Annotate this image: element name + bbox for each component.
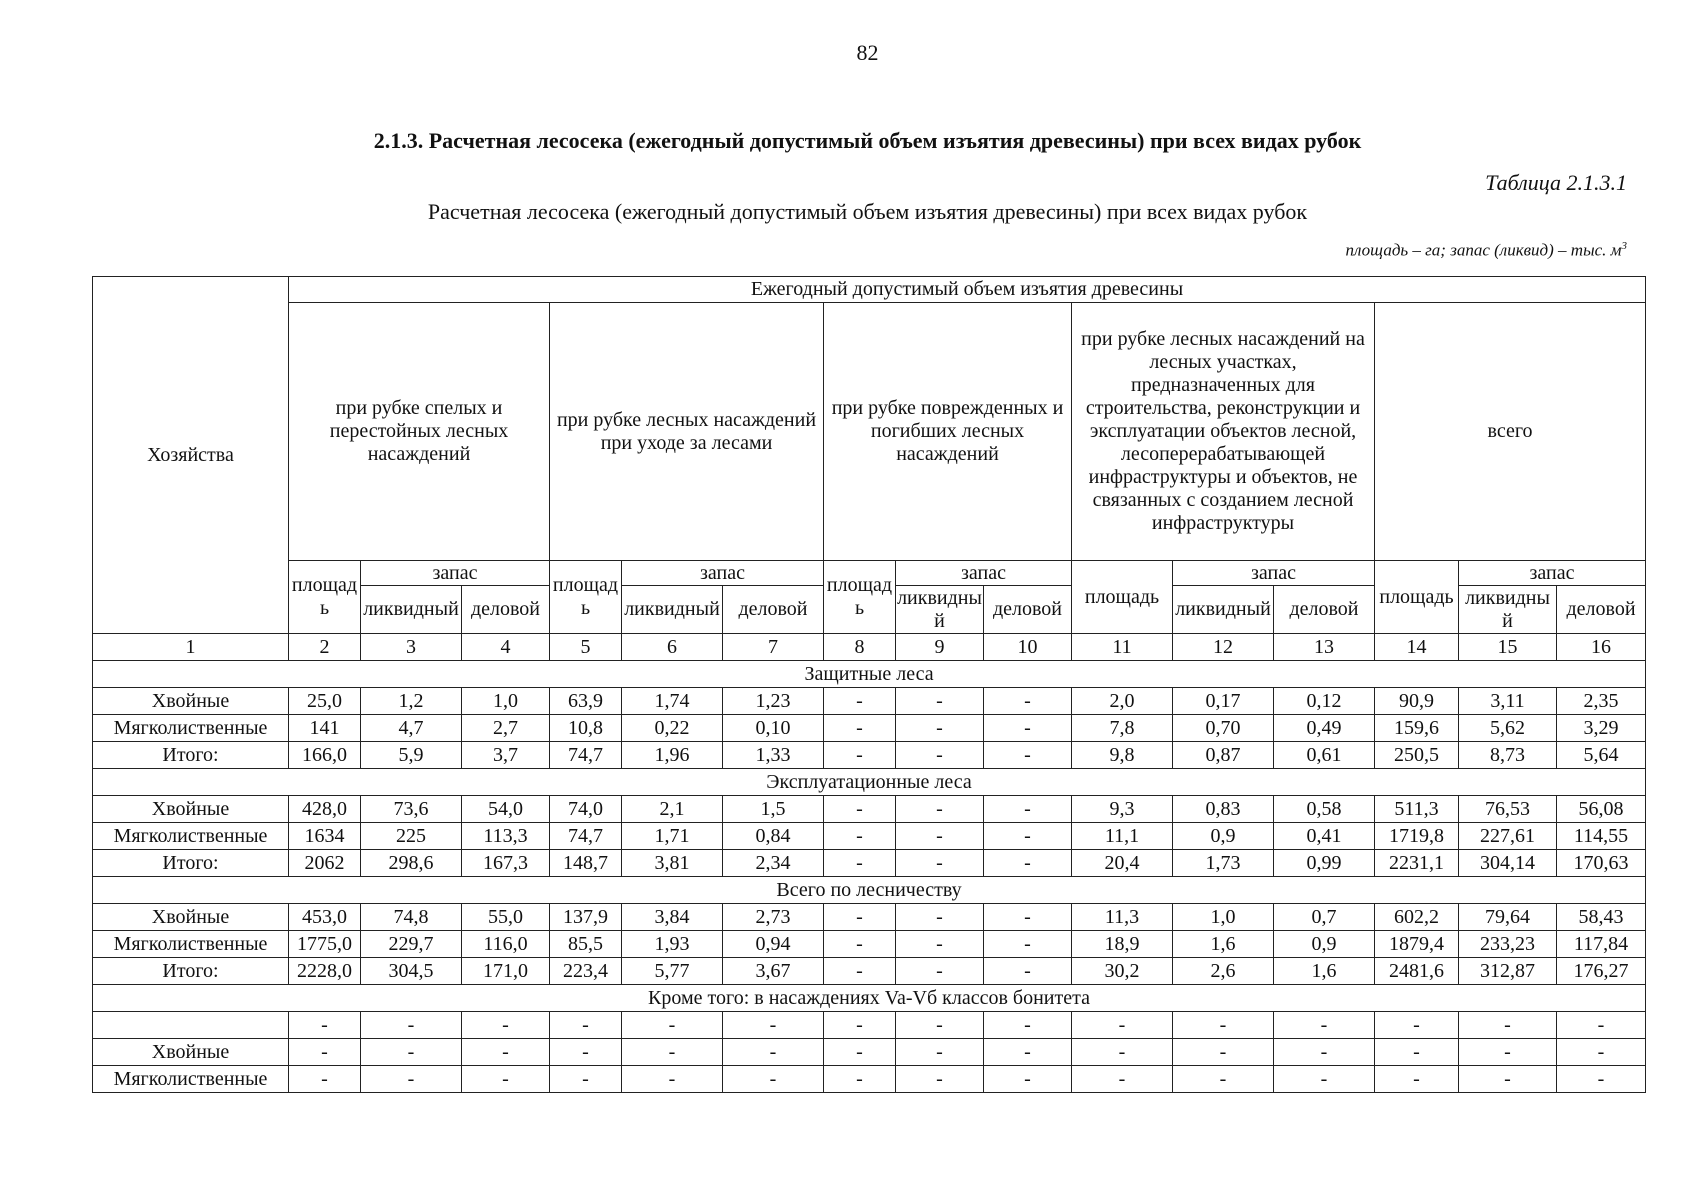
table-cell: 227,61 — [1459, 823, 1557, 850]
units-note: площадь – га; запас (ликвид) – тыс. $м^3$ — [1345, 240, 1627, 260]
table-cell: 312,87 — [1459, 958, 1557, 985]
table-cell: 8,73 — [1459, 742, 1557, 769]
section-title: Всего по лесничеству — [93, 877, 1646, 904]
table-cell: 2228,0 — [289, 958, 361, 985]
table-cell: - — [1375, 1039, 1459, 1066]
table-cell: 0,58 — [1274, 796, 1375, 823]
header-business: деловой — [1557, 586, 1646, 634]
table-cell: - — [824, 958, 896, 985]
table-cell: - — [1375, 1012, 1459, 1039]
table-cell: 1,2 — [361, 688, 462, 715]
header-area: площадь — [824, 561, 896, 634]
table-cell: 304,14 — [1459, 850, 1557, 877]
column-number: 2 — [289, 634, 361, 661]
table-cell: 0,83 — [1173, 796, 1274, 823]
table-cell: 225 — [361, 823, 462, 850]
table-cell: 2,0 — [1072, 688, 1173, 715]
table-row — [93, 688, 1646, 715]
table-cell: 79,64 — [1459, 904, 1557, 931]
header-stock: запас — [896, 561, 1072, 586]
table-cell: 1,0 — [462, 688, 550, 715]
table-cell: 1,0 — [1173, 904, 1274, 931]
header-area: площадь — [1072, 561, 1173, 634]
row-label: Хвойные — [93, 904, 289, 931]
table-cell: - — [361, 1066, 462, 1093]
table-cell: 3,81 — [622, 850, 723, 877]
column-number: 6 — [622, 634, 723, 661]
table-cell: 1,33 — [723, 742, 824, 769]
table-cell: - — [984, 796, 1072, 823]
table-cell: 2,35 — [1557, 688, 1646, 715]
table-cell: 0,41 — [1274, 823, 1375, 850]
table-row — [93, 958, 1646, 985]
table-cell: - — [896, 904, 984, 931]
table-cell: - — [361, 1039, 462, 1066]
table-cell: 0,84 — [723, 823, 824, 850]
header-business: деловой — [462, 586, 550, 634]
table-cell: - — [984, 1012, 1072, 1039]
table-cell: 0,70 — [1173, 715, 1274, 742]
column-number: 12 — [1173, 634, 1274, 661]
row-label: Мягколиственные — [93, 715, 289, 742]
table-row — [93, 742, 1646, 769]
table-cell: 1,71 — [622, 823, 723, 850]
table-cell: 0,49 — [1274, 715, 1375, 742]
table-cell: 1,6 — [1274, 958, 1375, 985]
header-business: деловой — [984, 586, 1072, 634]
table-cell: 0,22 — [622, 715, 723, 742]
table-row — [93, 850, 1646, 877]
row-label: Мягколиственные — [93, 931, 289, 958]
table-row — [93, 796, 1646, 823]
table-cell: 0,99 — [1274, 850, 1375, 877]
table-cell: - — [984, 688, 1072, 715]
row-label — [93, 1012, 289, 1039]
table-cell: - — [984, 715, 1072, 742]
header-area: площадь — [550, 561, 622, 634]
table-cell: 113,3 — [462, 823, 550, 850]
page-number: 82 — [856, 40, 879, 65]
table-cell: 304,5 — [361, 958, 462, 985]
table-cell: 10,8 — [550, 715, 622, 742]
header-stock: запас — [361, 561, 550, 586]
header-stock: запас — [1173, 561, 1375, 586]
row-label: Хвойные — [93, 796, 289, 823]
table-cell: 0,17 — [1173, 688, 1274, 715]
table-caption: Расчетная лесосека (ежегодный допустимый объем изъятия древесины) при всех видах рубок — [427, 199, 1308, 224]
column-number-row — [93, 634, 1646, 661]
header-annual-volume: Ежегодный допустимый объем изъятия древесины — [289, 277, 1646, 303]
table-cell: 3,11 — [1459, 688, 1557, 715]
header-liquid: ликвидный — [1173, 586, 1274, 634]
section-title: Кроме того: в насаждениях Va-Vб классов бонитета — [93, 985, 1646, 1012]
table-cell: - — [723, 1012, 824, 1039]
table-cell: - — [896, 931, 984, 958]
table-cell: - — [896, 688, 984, 715]
table-cell: - — [723, 1039, 824, 1066]
table-cell: 167,3 — [462, 850, 550, 877]
table-cell: - — [1173, 1066, 1274, 1093]
section-title: Эксплуатационные леса — [93, 769, 1646, 796]
section-title: Защитные леса — [93, 661, 1646, 688]
header-business: деловой — [1274, 586, 1375, 634]
table-cell: 171,0 — [462, 958, 550, 985]
table-cell: 54,0 — [462, 796, 550, 823]
table-cell: - — [1274, 1012, 1375, 1039]
table-cell: - — [1274, 1039, 1375, 1066]
table-cell: 141 — [289, 715, 361, 742]
table-cell: 1,73 — [1173, 850, 1274, 877]
table-cell: 5,62 — [1459, 715, 1557, 742]
table-cell: 5,77 — [622, 958, 723, 985]
table-cell: - — [550, 1066, 622, 1093]
table-cell: - — [723, 1066, 824, 1093]
table-cell: - — [1557, 1066, 1646, 1093]
row-label: Итого: — [93, 958, 289, 985]
table-cell: - — [622, 1066, 723, 1093]
table-cell: 74,8 — [361, 904, 462, 931]
table-row — [93, 715, 1646, 742]
table-cell: 73,6 — [361, 796, 462, 823]
table-cell: 3,84 — [622, 904, 723, 931]
table-row — [93, 1066, 1646, 1093]
table-cell: 2231,1 — [1375, 850, 1459, 877]
column-number: 11 — [1072, 634, 1173, 661]
column-number: 1 — [93, 634, 289, 661]
table-cell: 2,6 — [1173, 958, 1274, 985]
column-number: 8 — [824, 634, 896, 661]
table-cell: 116,0 — [462, 931, 550, 958]
table-cell: - — [824, 1039, 896, 1066]
table-cell: - — [1173, 1039, 1274, 1066]
table-cell: - — [896, 1039, 984, 1066]
table-cell: 1,96 — [622, 742, 723, 769]
table-cell: - — [824, 688, 896, 715]
table-cell: - — [289, 1012, 361, 1039]
table-cell: 1719,8 — [1375, 823, 1459, 850]
table-row — [93, 823, 1646, 850]
table-cell: - — [1459, 1039, 1557, 1066]
table-cell: 11,3 — [1072, 904, 1173, 931]
column-number: 9 — [896, 634, 984, 661]
column-number: 14 — [1375, 634, 1459, 661]
table-cell: 2,7 — [462, 715, 550, 742]
header-group-mature: при рубке спелых и перестойных лесных насаждений — [289, 303, 550, 561]
table-cell: 1,5 — [723, 796, 824, 823]
table-cell: 511,3 — [1375, 796, 1459, 823]
table-cell: 18,9 — [1072, 931, 1173, 958]
table-cell: 0,7 — [1274, 904, 1375, 931]
row-label: Итого: — [93, 742, 289, 769]
table-cell: 1,6 — [1173, 931, 1274, 958]
header-farms: Хозяйства — [93, 277, 289, 634]
table-cell: - — [1173, 1012, 1274, 1039]
column-number: 15 — [1459, 634, 1557, 661]
table-cell: 90,9 — [1375, 688, 1459, 715]
table-cell: - — [1274, 1066, 1375, 1093]
table-cell: 63,9 — [550, 688, 622, 715]
table-cell: 56,08 — [1557, 796, 1646, 823]
table-cell: - — [824, 823, 896, 850]
table-cell: - — [1459, 1066, 1557, 1093]
header-area: площадь — [1375, 561, 1459, 634]
table-cell: 1775,0 — [289, 931, 361, 958]
table-cell: 250,5 — [1375, 742, 1459, 769]
table-cell: - — [289, 1039, 361, 1066]
table-cell: - — [984, 1039, 1072, 1066]
table-cell: 428,0 — [289, 796, 361, 823]
table-cell: 0,10 — [723, 715, 824, 742]
table-cell: 0,12 — [1274, 688, 1375, 715]
table-cell: - — [622, 1039, 723, 1066]
table-cell: - — [550, 1039, 622, 1066]
header-stock: запас — [1459, 561, 1646, 586]
table-cell: 76,53 — [1459, 796, 1557, 823]
row-label: Хвойные — [93, 1039, 289, 1066]
table-row — [93, 931, 1646, 958]
table-label: Таблица 2.1.3.1 — [1485, 170, 1627, 195]
table-cell: 176,27 — [1557, 958, 1646, 985]
table-cell: 0,9 — [1274, 931, 1375, 958]
table-cell: - — [896, 796, 984, 823]
table-cell: 223,4 — [550, 958, 622, 985]
table-cell: - — [824, 904, 896, 931]
header-area: площадь — [289, 561, 361, 634]
table-cell: - — [361, 1012, 462, 1039]
table-cell: - — [824, 1066, 896, 1093]
table-cell: 9,8 — [1072, 742, 1173, 769]
table-cell: 30,2 — [1072, 958, 1173, 985]
table-cell: 229,7 — [361, 931, 462, 958]
table-cell: 2,73 — [723, 904, 824, 931]
table-cell: 25,0 — [289, 688, 361, 715]
section-heading: 2.1.3. Расчетная лесосека (ежегодный допустимый объем изъятия древесины) при всех видах рубок — [373, 128, 1362, 153]
table-cell: - — [1072, 1066, 1173, 1093]
column-number: 5 — [550, 634, 622, 661]
table-cell: 5,64 — [1557, 742, 1646, 769]
table-cell: - — [896, 1066, 984, 1093]
table-cell: 1,93 — [622, 931, 723, 958]
table-cell: 9,3 — [1072, 796, 1173, 823]
header-group-damaged: при рубке поврежденных и погибших лесных насаждений — [824, 303, 1072, 561]
row-label: Итого: — [93, 850, 289, 877]
table-cell: - — [824, 850, 896, 877]
table-cell: 2,1 — [622, 796, 723, 823]
table-cell: - — [1557, 1012, 1646, 1039]
table-cell: - — [984, 931, 1072, 958]
table-cell: 117,84 — [1557, 931, 1646, 958]
table-cell: 2,34 — [723, 850, 824, 877]
table-cell: 2062 — [289, 850, 361, 877]
table-cell: 0,87 — [1173, 742, 1274, 769]
table-cell: 166,0 — [289, 742, 361, 769]
table-cell: - — [984, 1066, 1072, 1093]
table-cell: 58,43 — [1557, 904, 1646, 931]
table-cell: 74,7 — [550, 742, 622, 769]
table-cell: 453,0 — [289, 904, 361, 931]
table-cell: 0,94 — [723, 931, 824, 958]
table-cell: 170,63 — [1557, 850, 1646, 877]
table-cell: 1,23 — [723, 688, 824, 715]
table-cell: - — [1459, 1012, 1557, 1039]
table-row — [93, 1012, 1646, 1039]
table-cell: 7,8 — [1072, 715, 1173, 742]
table-cell: - — [462, 1066, 550, 1093]
table-cell: - — [896, 823, 984, 850]
header-business: деловой — [723, 586, 824, 634]
table-cell: - — [824, 796, 896, 823]
table-cell: 137,9 — [550, 904, 622, 931]
table-cell: - — [462, 1012, 550, 1039]
column-number: 3 — [361, 634, 462, 661]
table-cell: - — [896, 958, 984, 985]
table-cell: - — [1072, 1039, 1173, 1066]
table-cell: 1,74 — [622, 688, 723, 715]
table-cell: 3,7 — [462, 742, 550, 769]
table-cell: - — [984, 742, 1072, 769]
row-label: Мягколиственные — [93, 823, 289, 850]
table-cell: - — [1072, 1012, 1173, 1039]
table-cell: 5,9 — [361, 742, 462, 769]
table-cell: - — [622, 1012, 723, 1039]
table-cell: - — [462, 1039, 550, 1066]
table-cell: 3,29 — [1557, 715, 1646, 742]
table-cell: 4,7 — [361, 715, 462, 742]
allowable-cut-table — [92, 276, 1646, 1093]
header-group-thinning: при рубке лесных насаждений при уходе за лесами — [550, 303, 824, 561]
table-row — [93, 1039, 1646, 1066]
table-cell: 602,2 — [1375, 904, 1459, 931]
table-cell: 2481,6 — [1375, 958, 1459, 985]
column-number: 4 — [462, 634, 550, 661]
table-cell: 233,23 — [1459, 931, 1557, 958]
table-cell: - — [289, 1066, 361, 1093]
table-cell: 1634 — [289, 823, 361, 850]
table-cell: - — [984, 958, 1072, 985]
table-cell: - — [824, 1012, 896, 1039]
table-cell: - — [550, 1012, 622, 1039]
table-cell: - — [896, 715, 984, 742]
table-cell: - — [984, 823, 1072, 850]
header-liquid: ликвидный — [622, 586, 723, 634]
table-cell: 11,1 — [1072, 823, 1173, 850]
table-cell: - — [984, 850, 1072, 877]
table-cell: - — [1375, 1066, 1459, 1093]
header-liquid: ликвидный — [361, 586, 462, 634]
table-cell: 20,4 — [1072, 850, 1173, 877]
table-cell: 298,6 — [361, 850, 462, 877]
table-cell: 1879,4 — [1375, 931, 1459, 958]
table-cell: 74,7 — [550, 823, 622, 850]
table-cell: - — [896, 1012, 984, 1039]
table-cell: 3,67 — [723, 958, 824, 985]
row-label: Хвойные — [93, 688, 289, 715]
table-cell: - — [824, 742, 896, 769]
column-number: 10 — [984, 634, 1072, 661]
column-number: 16 — [1557, 634, 1646, 661]
table-cell: 159,6 — [1375, 715, 1459, 742]
table-cell: - — [824, 715, 896, 742]
table-cell: 114,55 — [1557, 823, 1646, 850]
table-cell: 55,0 — [462, 904, 550, 931]
table-cell: - — [984, 904, 1072, 931]
header-group-total: всего — [1375, 303, 1646, 561]
table-cell: - — [896, 850, 984, 877]
table-cell: - — [824, 931, 896, 958]
table-cell: 74,0 — [550, 796, 622, 823]
header-group-construction: при рубке лесных насаждений на лесных участках, предназначенных для строительства, реконструкции и эксплуатации объектов лесной, лесоперерабатывающей инфраструктуры и объектов, не связанных с созданием лесной инфраструктуры — [1072, 303, 1375, 561]
table-cell: 0,9 — [1173, 823, 1274, 850]
header-liquid: ликвидный — [1459, 586, 1557, 634]
table-cell: - — [1557, 1039, 1646, 1066]
table-row — [93, 904, 1646, 931]
row-label: Мягколиственные — [93, 1066, 289, 1093]
table-cell: 148,7 — [550, 850, 622, 877]
column-number: 7 — [723, 634, 824, 661]
table-cell: 85,5 — [550, 931, 622, 958]
column-number: 13 — [1274, 634, 1375, 661]
header-liquid: ликвидный — [897, 586, 982, 632]
header-stock: запас — [622, 561, 824, 586]
table-cell: 0,61 — [1274, 742, 1375, 769]
table-cell: - — [896, 742, 984, 769]
